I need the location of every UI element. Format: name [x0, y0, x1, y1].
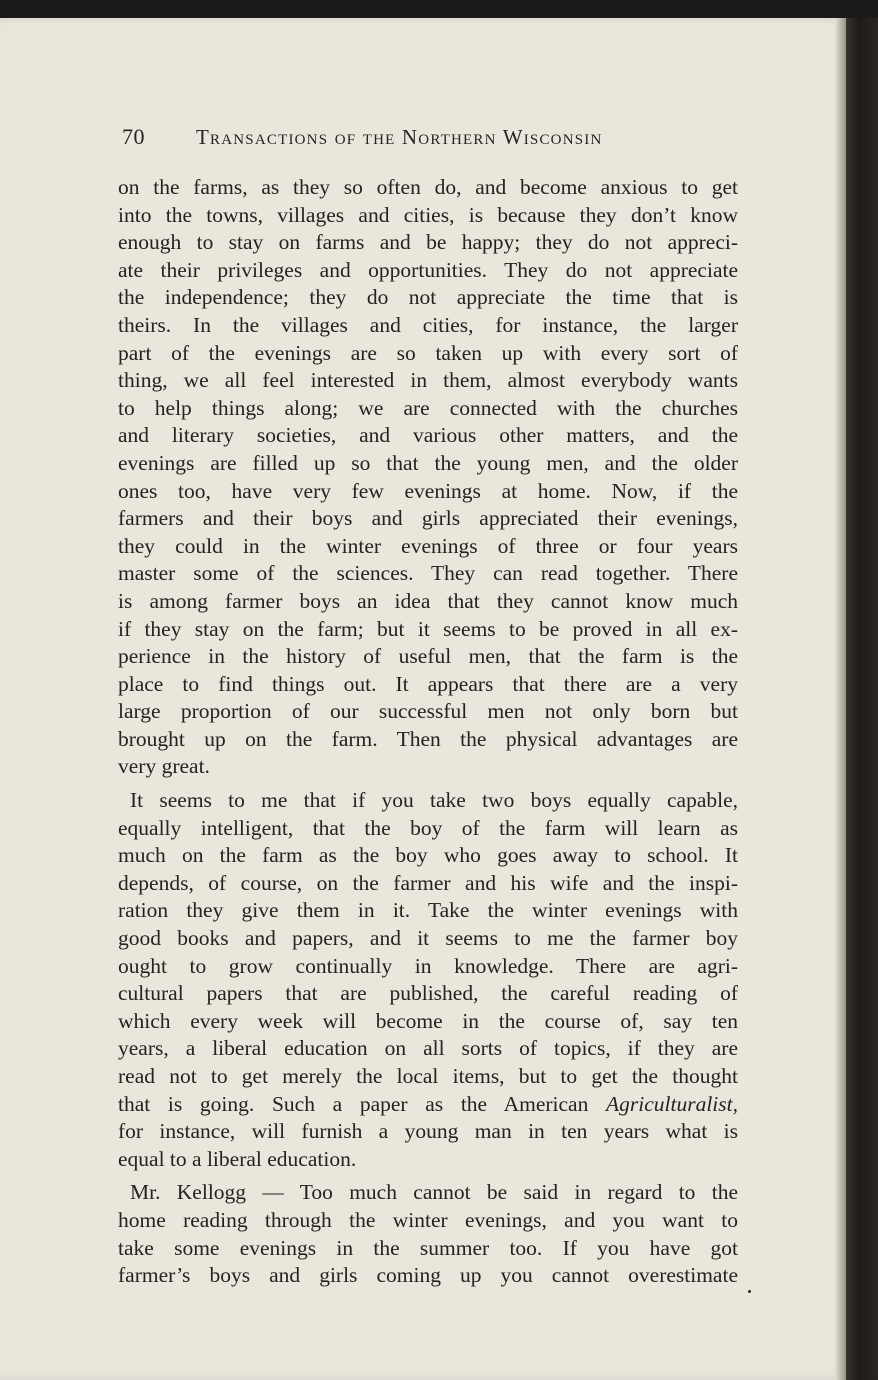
- text-line: is among farmer boys an idea that they cannot know much: [118, 588, 738, 613]
- text-line: and literary societies, and various other matters, and the: [118, 423, 738, 448]
- text-line: farmers and their boys and girls appreciated their evenings,: [118, 506, 738, 531]
- book-binding: [846, 18, 878, 1380]
- text-line: brought up on the farm. Then the physical advantages are: [118, 726, 738, 751]
- text-line: equally intelligent, that the boy of the farm will learn as: [118, 815, 738, 840]
- text-segment: that is going. Such a paper as the American: [118, 1091, 589, 1116]
- text-line: thing, we all feel interested in them, almost everybody wants: [118, 368, 738, 393]
- text-line: if they stay on the farm; but it seems to be proved in all ex-: [118, 616, 738, 641]
- text-line-with-italic: [118, 1091, 738, 1119]
- text-line: on the farms, as they so often do, and become anxious to get: [118, 175, 738, 199]
- text-line: evenings are filled up so that the young men, and the older: [118, 450, 738, 475]
- text-line: years, a liberal education on all sorts of topics, if they are: [118, 1036, 738, 1061]
- text-line: equal to a liberal education.: [118, 1146, 357, 1171]
- text-line: ration they give them in it. Take the winter evenings with: [118, 898, 738, 923]
- italic-title: Agriculturalist,: [606, 1091, 738, 1116]
- page-header: [122, 124, 742, 150]
- text-line: perience in the history of useful men, that the farm is the: [118, 644, 738, 669]
- text-line: master some of the sciences. They can read together. There: [118, 561, 738, 586]
- text-line: very great.: [118, 754, 210, 779]
- text-line: It seems to me that if you take two boys equally capable,: [130, 788, 738, 813]
- text-line: for instance, will furnish a young man in ten years what is: [118, 1119, 738, 1144]
- text-line: depends, of course, on the farmer and his wife and the inspi-: [118, 870, 738, 895]
- paragraph-3: [118, 1179, 738, 1289]
- body-text: [118, 174, 738, 1290]
- ink-speck: [748, 1290, 751, 1293]
- text-line: enough to stay on farms and be happy; they do not appreci-: [118, 230, 738, 255]
- text-line: into the towns, villages and cities, is because they don’t know: [118, 202, 738, 227]
- text-line: ones too, have very few evenings at home. Now, if the: [118, 478, 738, 503]
- text-line: ate their privileges and opportunities. They do not appreciate: [118, 257, 738, 282]
- text-line: cultural papers that are published, the careful reading of: [118, 981, 738, 1006]
- text-line: place to find things out. It appears that there are a very: [118, 671, 738, 696]
- text-line: Mr. Kellogg — Too much cannot be said in regard to the: [130, 1180, 738, 1205]
- paragraph-2: [118, 787, 738, 1173]
- text-line: to help things along; we are connected with the churches: [118, 395, 738, 420]
- running-head: Transactions of the Northern Wisconsin: [196, 125, 603, 149]
- text-line: home reading through the winter evenings, and you want to: [118, 1207, 738, 1232]
- text-line: the independence; they do not appreciate the time that is: [118, 285, 738, 310]
- text-line: much on the farm as the boy who goes away to school. It: [118, 843, 738, 868]
- text-line: large proportion of our successful men not only born but: [118, 699, 738, 724]
- page-number: 70: [122, 124, 145, 149]
- paragraph-1: [118, 174, 738, 781]
- text-line: take some evenings in the summer too. If you have got: [118, 1235, 738, 1260]
- text-line: theirs. In the villages and cities, for instance, the larger: [118, 312, 738, 337]
- text-line: they could in the winter evenings of three or four years: [118, 533, 738, 558]
- text-line: part of the evenings are so taken up with every sort of: [118, 340, 738, 365]
- text-line: good books and papers, and it seems to me the farmer boy: [118, 926, 738, 951]
- text-line: read not to get merely the local items, but to get the thought: [118, 1064, 738, 1088]
- text-line: farmer’s boys and girls coming up you cannot overestimate: [118, 1263, 738, 1288]
- text-line: which every week will become in the course of, say ten: [118, 1008, 738, 1033]
- text-line: ought to grow continually in knowledge. There are agri-: [118, 953, 738, 978]
- scan-top-border: [0, 0, 878, 20]
